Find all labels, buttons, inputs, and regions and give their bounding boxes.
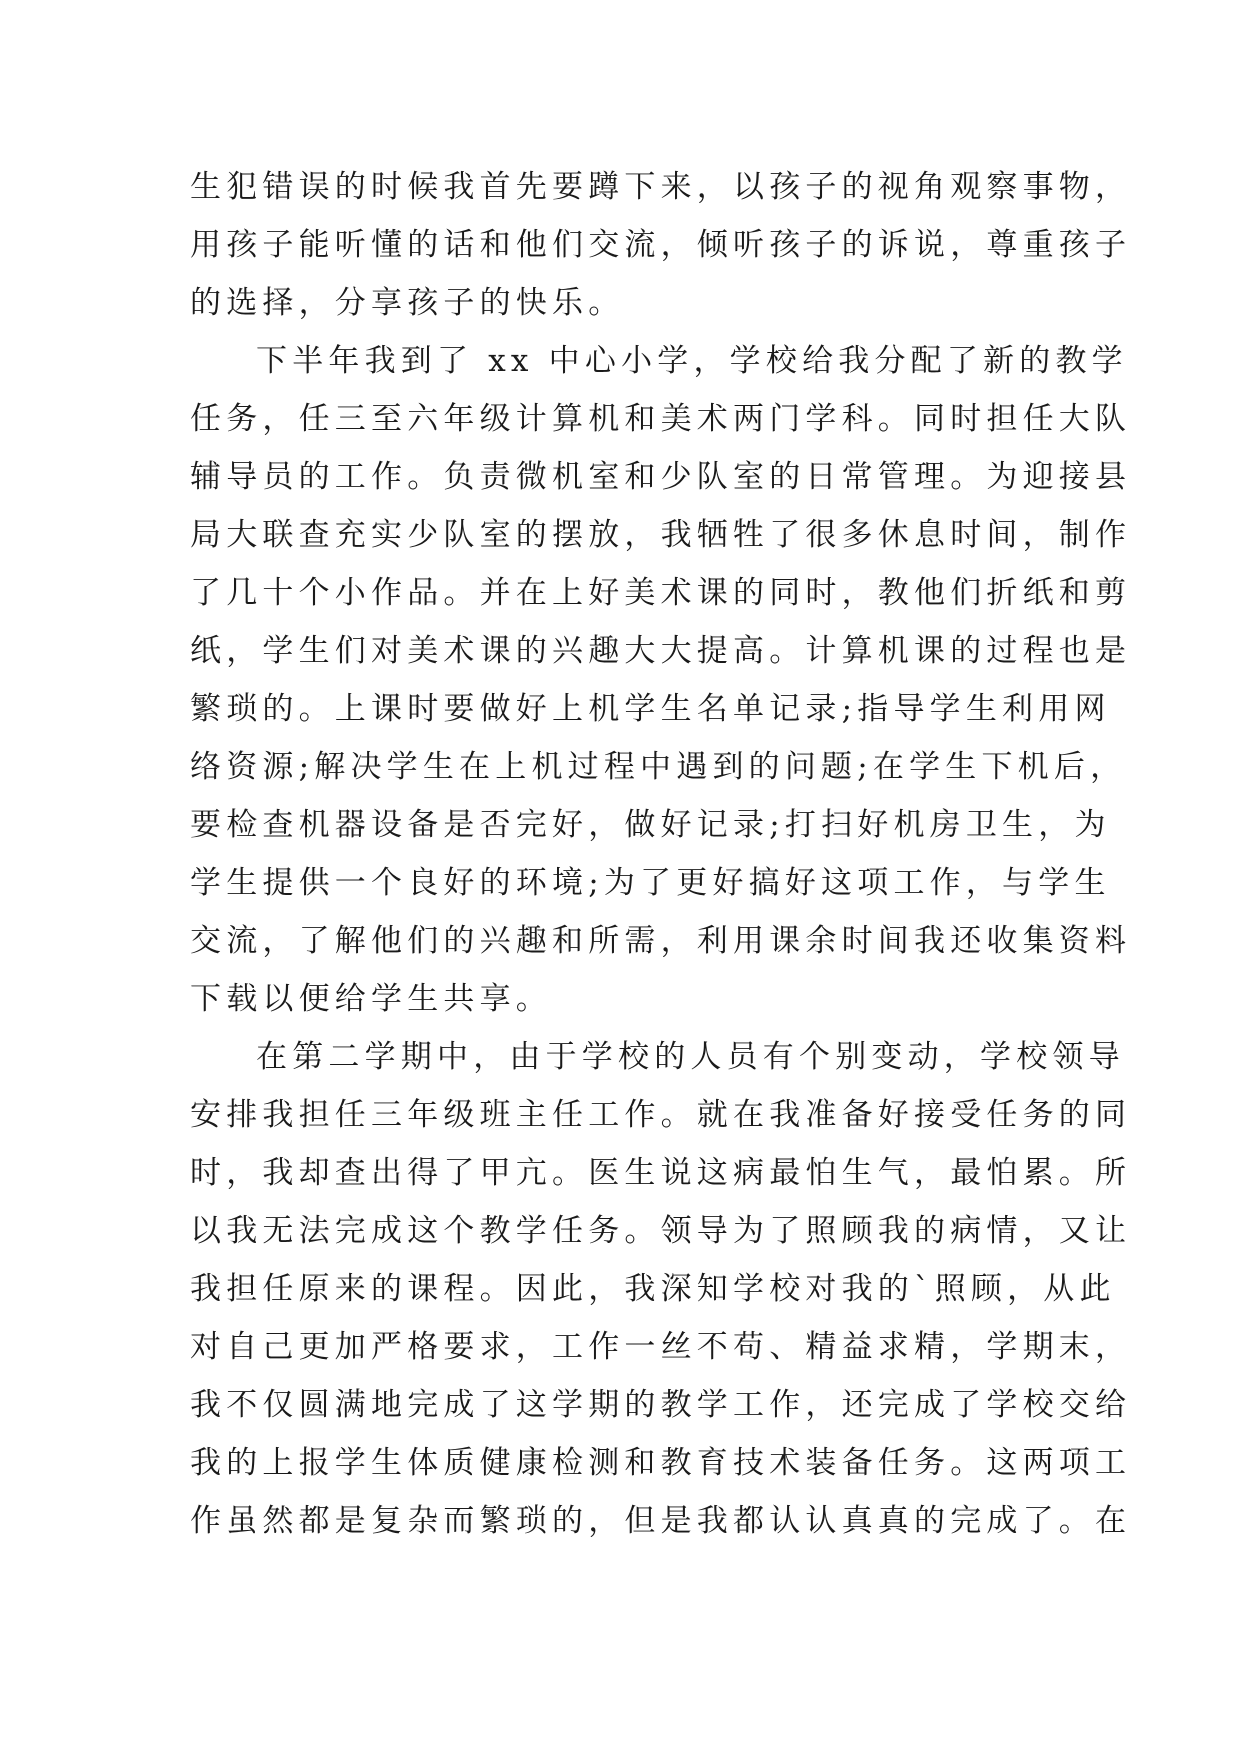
text-line: 局大联查充实少队室的摆放，我牺牲了很多休息时间，制作 [190,517,1132,553]
text-line: 了几十个小作品。并在上好美术课的同时，教他们折纸和剪 [190,575,1132,611]
text-line: 的选择，分享孩子的快乐。 [190,285,625,321]
text-line: 纸，学生们对美术课的兴趣大大提高。计算机课的过程也是 [190,633,1132,669]
text-line: 任务，任三至六年级计算机和美术两门学科。同时担任大队 [190,401,1132,437]
text-line: 交流，了解他们的兴趣和所需，利用课余时间我还收集资料 [190,923,1132,959]
text-line: 用孩子能听懂的话和他们交流，倾听孩子的诉说，尊重孩子 [190,227,1132,263]
paragraph-2 [190,332,1132,1028]
text-line: 我担任原来的课程。因此，我深知学校对我的`照顾，从此 [190,1271,1116,1307]
text-line: 络资源;解决学生在上机过程中遇到的问题;在学生下机后， [190,749,1127,785]
paragraph-3 [190,1028,1132,1550]
text-line: 在第二学期中，由于学校的人员有个别变动，学校领导 [256,1039,1125,1075]
text-line: 辅导员的工作。负责微机室和少队室的日常管理。为迎接县 [190,459,1132,495]
text-line: 对自己更加严格要求，工作一丝不苟、精益求精，学期末， [190,1329,1132,1365]
document-body [190,158,1132,1550]
text-line: 我的上报学生体质健康检测和教育技术装备任务。这两项工 [190,1445,1132,1481]
paragraph-1 [190,158,1132,332]
text-line: 要检查机器设备是否完好，做好记录;打扫好机房卫生，为 [190,807,1111,843]
text-line: 下载以便给学生共享。 [190,981,552,1017]
text-line: 作虽然都是复杂而繁琐的，但是我都认认真真的完成了。在 [190,1503,1132,1539]
text-line: 我不仅圆满地完成了这学期的教学工作，还完成了学校交给 [190,1387,1132,1423]
text-line: 下半年我到了 xx 中心小学，学校给我分配了新的教学 [256,343,1128,379]
text-line: 安排我担任三年级班主任工作。就在我准备好接受任务的同 [190,1097,1132,1133]
text-line: 繁琐的。上课时要做好上机学生名单记录;指导学生利用网 [190,691,1111,727]
text-line: 时，我却查出得了甲亢。医生说这病最怕生气，最怕累。所 [190,1155,1132,1191]
text-line: 以我无法完成这个教学任务。领导为了照顾我的病情，又让 [190,1213,1132,1249]
text-line: 学生提供一个良好的环境;为了更好搞好这项工作，与学生 [190,865,1111,901]
text-line: 生犯错误的时候我首先要蹲下来，以孩子的视角观察事物， [190,169,1132,205]
